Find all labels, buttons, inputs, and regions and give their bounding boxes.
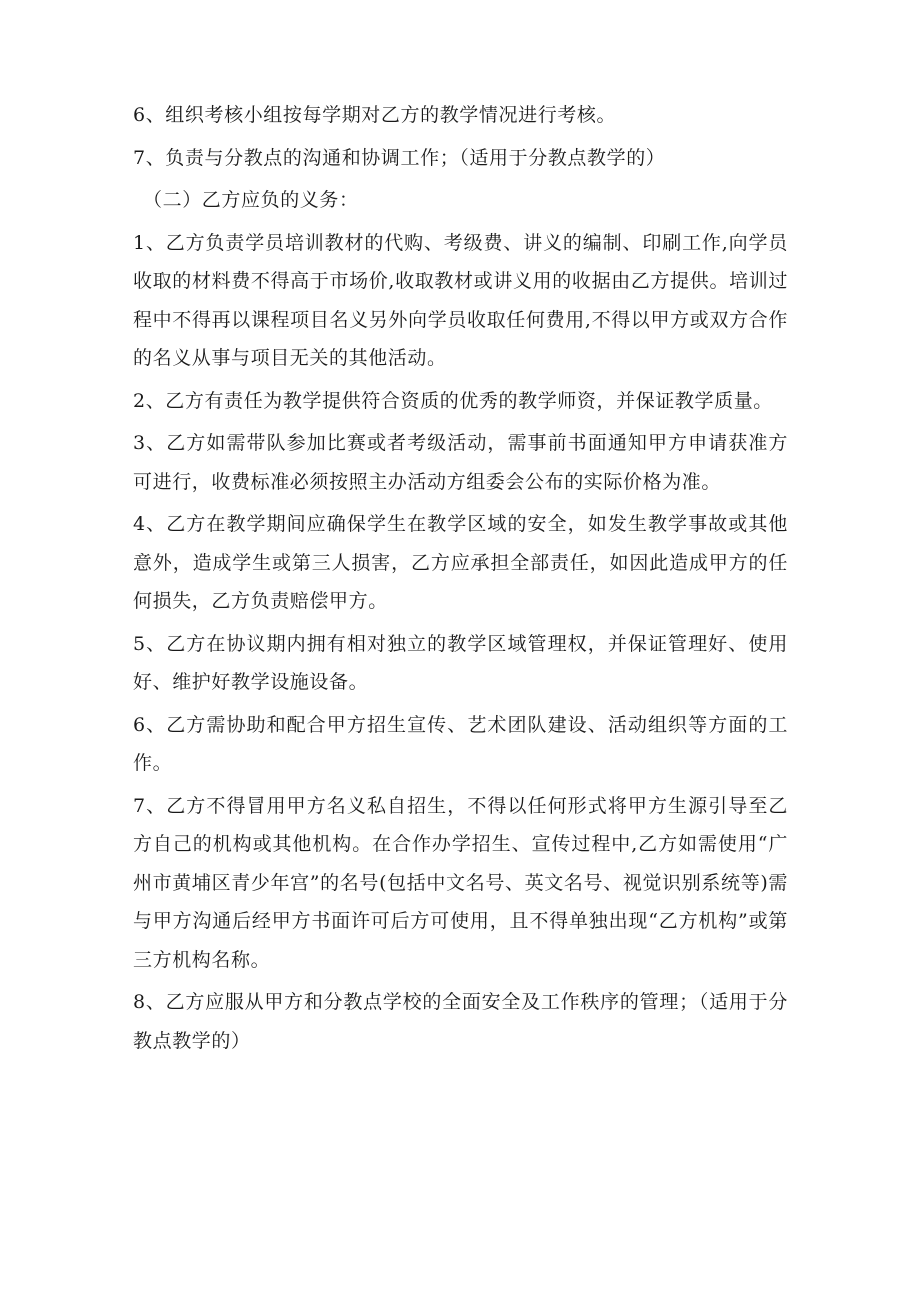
clause-a7: 7、负责与分教点的沟通和协调工作；（适用于分教点教学的） xyxy=(133,146,666,169)
clause-b8: 8、乙方应服从甲方和分教点学校的全面安全及工作秩序的管理；（适用于分教点教学的） xyxy=(133,991,788,1052)
clause-b7: 7、乙方不得冒用甲方名义私自招生，不得以任何形式将甲方生源引导至乙方自己的机构或其他机构。在合作办学招生、宣传过程中,乙方如需使用“广州市黄埔区青少年宫”的名号(包括中文名号、英文名号、视觉识别系统等)需与甲方沟通后经甲方书面许可后方可使用，且不得单独出现“乙方机构”或第三方机构名称。 xyxy=(133,794,788,971)
clause-b1: 1、乙方负责学员培训教材的代购、考级费、讲义的编制、印刷工作,向学员收取的材料费不得高于市场价,收取教材或讲义用的收据由乙方提供。培训过程中不得再以课程项目名义另外向学员收取任何费用,不得以甲方或双方合作的名义从事与项目无关的其他活动。 xyxy=(133,231,788,369)
clause-a6: 6、组织考核小组按每学期对乙方的教学情况进行考核。 xyxy=(133,104,617,126)
clause-b2: 2、乙方有责任为教学提供符合资质的优秀的教学师资，并保证教学质量。 xyxy=(133,389,773,412)
clause-b5: 5、乙方在协议期内拥有相对独立的教学区域管理权，并保证管理好、使用好、维护好教学设施设备。 xyxy=(133,632,788,693)
clause-b6: 6、乙方需协助和配合甲方招生宣传、艺术团队建设、活动组织等方面的工作。 xyxy=(133,713,788,774)
section-heading-party-b: （二）乙方应负的义务： xyxy=(143,189,359,211)
clause-b3: 3、乙方如需带队参加比赛或者考级活动，需事前书面通知甲方申请获准方可进行，收费标准必须按照主办活动方组委会公布的实际价格为准。 xyxy=(133,432,788,493)
clause-b4: 4、乙方在教学期间应确保学生在教学区域的安全，如发生教学事故或其他意外，造成学生或第三人损害，乙方应承担全部责任，如因此造成甲方的任何损失，乙方负责赔偿甲方。 xyxy=(133,513,788,612)
document-body xyxy=(133,96,788,1064)
